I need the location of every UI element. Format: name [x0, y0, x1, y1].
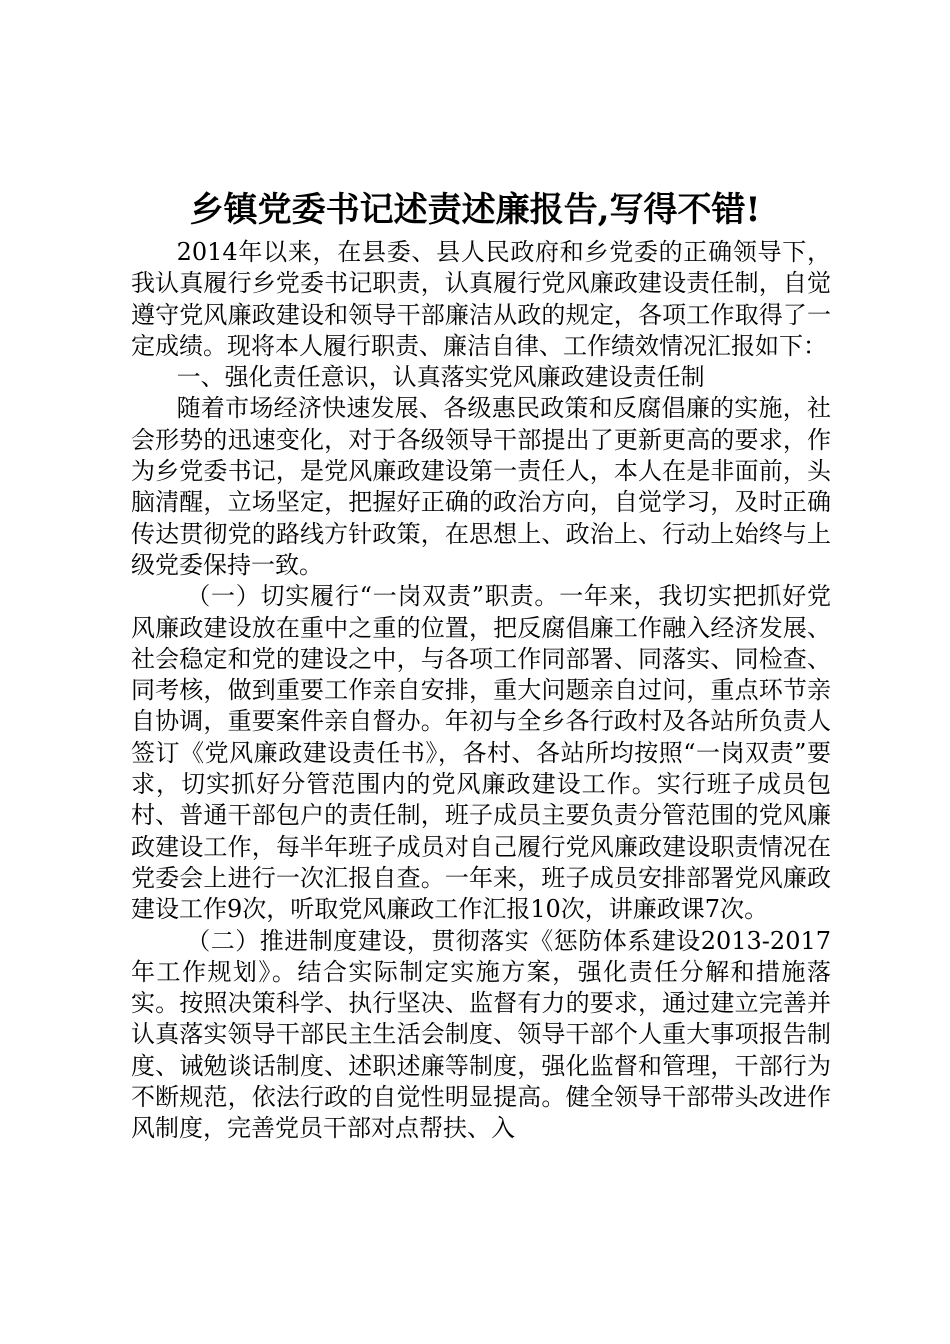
document-body [131, 237, 831, 1145]
section-heading-1: 一、强化责任意识，认真落实党风廉政建设责任制 [176, 363, 705, 392]
subsection-1: （一）切实履行“一岗双责”职责。一年来，我切实把抓好党风廉政建设放在重中之重的位置，把反腐倡廉工作融入经济发展、社会稳定和党的建设之中，与各项工作同部署、同落实、同检查、同考核，做到重要工作亲自安排，重大问题亲自过问，重点环节亲自协调，重要案件亲自督办。年初与全乡各行政村及各站所负责人签订《党风廉政建设责任书》，各村、各站所均按照“一岗双责”要求，切实抓好分管范围内的党风廉政建设工作。实行班子成员包村、普通干部包户的责任制，班子成员主要负责分管范围的党风廉政建设工作，每半年班子成员对自己履行党风廉政建设职责情况在党委会上进行一次汇报自查。一年来，班子成员安排部署党风廉政建设工作9次，听取党风廉政工作汇报10次，讲廉政课7次。 [131, 582, 831, 924]
subsection-2: （二）推进制度建设，贯彻落实《惩防体系建设2013-2017年工作规划》。结合实际制定实施方案，强化责任分解和措施落实。按照决策科学、执行坚决、监督有力的要求，通过建立完善并认真落实领导干部民主生活会制度、领导干部个人重大事项报告制度、诫勉谈话制度、述职述廉等制度，强化监督和管理，干部行为不断规范，依法行政的自觉性明显提高。健全领导干部带头改进作风制度，完善党员干部对点帮扶、入 [131, 926, 831, 1143]
paragraph-intro: 2014年以来，在县委、县人民政府和乡党委的正确领导下，我认真履行乡党委书记职责，认真履行党风廉政建设责任制，自觉遵守党风廉政建设和领导干部廉洁从政的规定，各项工作取得了一定成绩。现将本人履行职责、廉洁自律、工作绩效情况汇报如下： [131, 238, 831, 360]
document-title: 乡镇党委书记述责述廉报告,写得不错! [189, 190, 761, 230]
paragraph-section-1: 随着市场经济快速发展、各级惠民政策和反腐倡廉的实施，社会形势的迅速变化，对于各级领导干部提出了更新更高的要求，作为乡党委书记，是党风廉政建设第一责任人，本人在是非面前，头脑清醒，立场坚定，把握好正确的政治方向，自觉学习，及时正确传达贯彻党的路线方针政策，在思想上、政治上、行动上始终与上级党委保持一致。 [131, 394, 831, 579]
